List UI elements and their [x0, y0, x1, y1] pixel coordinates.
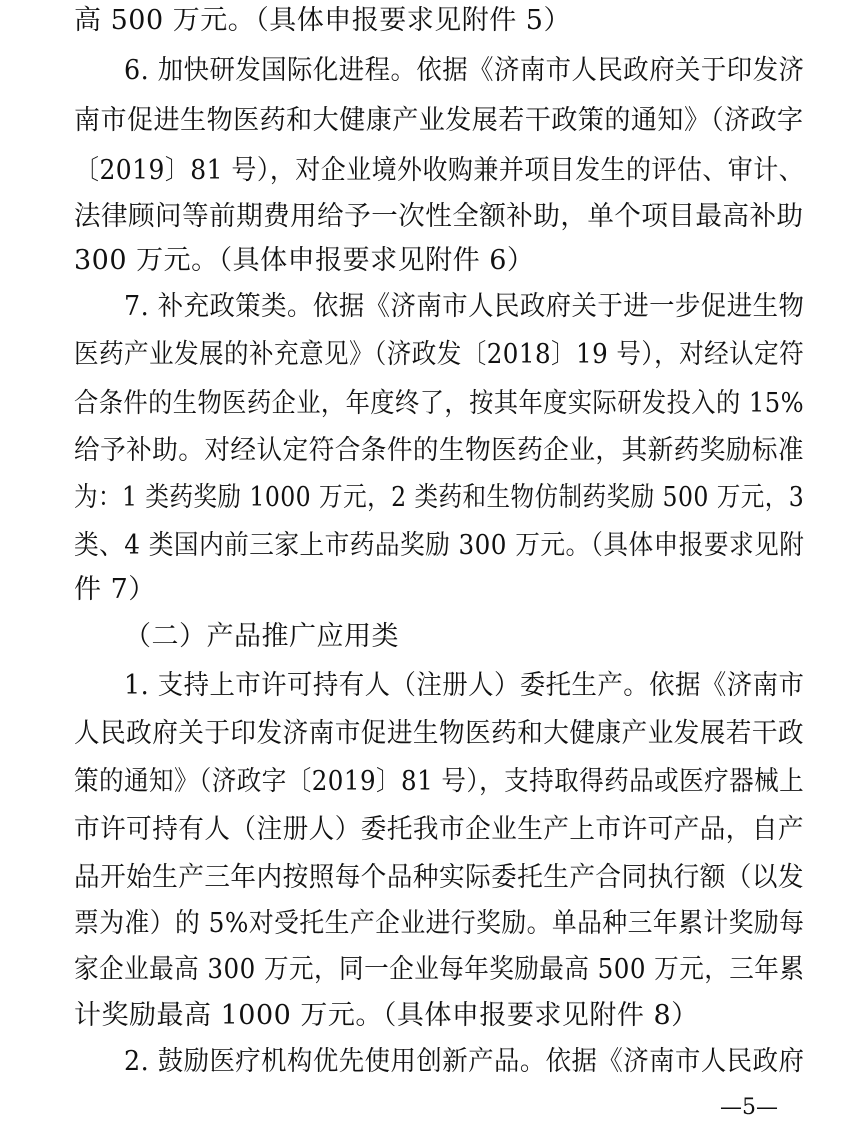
text-line: 类、4 类国内前三家上市药品奖励 300 万元。（具体申报要求见附: [74, 530, 805, 561]
text-line: 策的通知》（济政字〔2019〕81 号），支持取得药品或医疗器械上: [74, 766, 805, 797]
text-line: 高 500 万元。（具体申报要求见附件 5）: [74, 5, 571, 36]
text-line: 市许可持有人（注册人）委托我市企业生产上市许可产品，自产: [74, 814, 804, 845]
text-line-item-6: 6. 加快研发国际化进程。依据《济南市人民政府关于印发济: [124, 55, 805, 86]
text-line: 〔2019〕81 号），对企业境外收购兼并项目发生的评估、审计、: [74, 155, 805, 186]
text-line-item-7: 7. 补充政策类。依据《济南市人民政府关于进一步促进生物: [124, 291, 805, 322]
section-heading: （二）产品推广应用类: [124, 621, 399, 652]
text-line: 人民政府关于印发济南市促进生物医药和大健康产业发展若干政: [74, 718, 804, 749]
text-line: 品开始生产三年内按照每个品种实际委托生产合同执行额（以发: [74, 862, 804, 893]
page-number: —5—: [720, 1095, 778, 1120]
text-line: 南市促进生物医药和大健康产业发展若干政策的通知》（济政字: [74, 105, 804, 136]
text-line-item-1: 1. 支持上市许可持有人（注册人）委托生产。依据《济南市: [124, 670, 805, 701]
text-line: 合条件的生物医药企业，年度终了，按其年度实际研发投入的 15%: [74, 388, 805, 419]
text-line: 计奖励最高 1000 万元。（具体申报要求见附件 8）: [74, 1000, 699, 1031]
text-line: 法律顾问等前期费用给予一次性全额补助，单个项目最高补助: [74, 201, 804, 232]
text-line: 票为准）的 5%对受托生产企业进行奖励。单品种三年累计奖励每: [74, 908, 805, 939]
text-line: 件 7）: [74, 574, 156, 605]
text-line-item-2: 2. 鼓励医疗机构优先使用创新产品。依据《济南市人民政府: [124, 1046, 805, 1077]
text-line: 为：1 类药奖励 1000 万元，2 类药和生物仿制药奖励 500 万元，3: [74, 482, 805, 513]
text-line: 医药产业发展的补充意见》（济政发〔2018〕19 号），对经认定符: [74, 339, 805, 370]
text-line: 300 万元。（具体申报要求见附件 6）: [74, 245, 535, 276]
text-line: 给予补助。对经认定符合条件的生物医药企业，其新药奖励标准: [74, 435, 804, 466]
text-line: 家企业最高 300 万元，同一企业每年奖励最高 500 万元，三年累: [74, 954, 805, 985]
